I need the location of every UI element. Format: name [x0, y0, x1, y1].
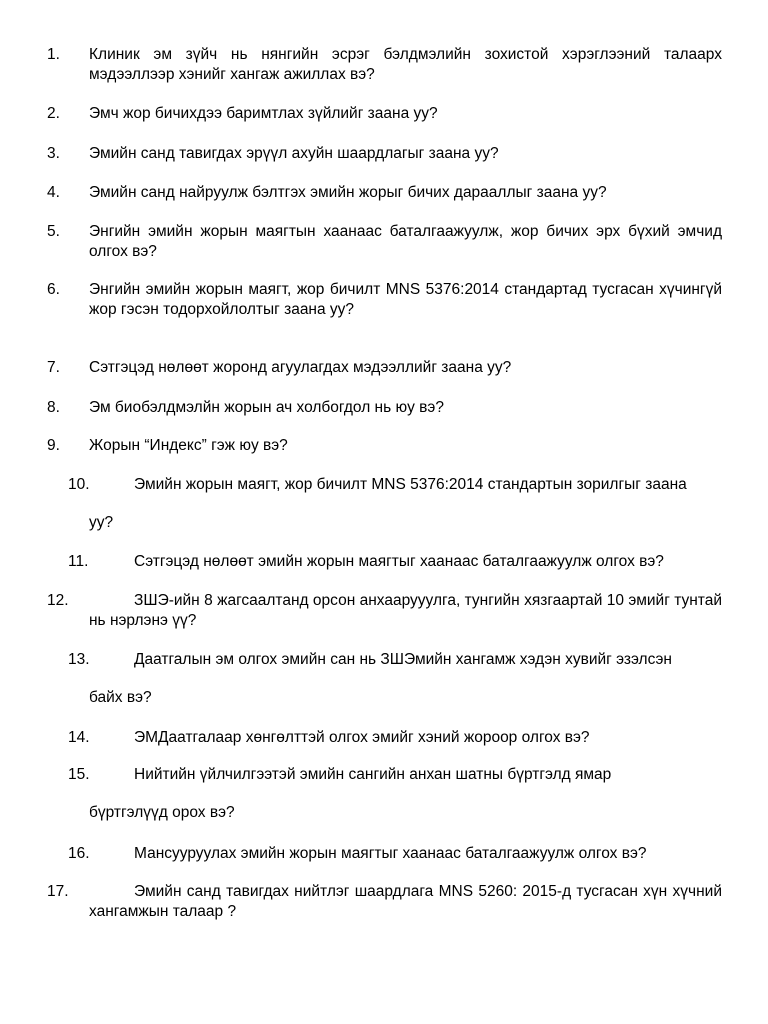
question-text: Сэтгэцэд нөлөөт эмийн жорын маягтыг хаанаас баталгаажуулж олгох вэ? [134, 553, 664, 570]
question-text: Энгийн эмийн жорын маягт, жор бичилт MNS 5376:2014 стандартад тусгасан хүчингүй жор гэсэн тодорхойлолтыг заана уу? [89, 281, 722, 318]
question-number: 1. [47, 46, 60, 63]
question-13 [68, 641, 722, 717]
question-14 [68, 728, 722, 748]
question-1 [47, 45, 722, 84]
question-text: Эмийн санд тавигдах нийтлэг шаардлага MNS 5260: 2015-д тусгасан хүн хүчний хангамжын талаар ? [89, 883, 722, 920]
question-number: 13. [68, 651, 90, 668]
question-7 [47, 358, 722, 378]
question-number: 6. [47, 281, 60, 298]
question-text: Мансууруулах эмийн жорын маягтыг хаанаас баталгаажуулж олгох вэ? [134, 845, 647, 862]
question-number: 15. [68, 766, 90, 783]
question-15 [68, 756, 722, 832]
question-16 [68, 844, 722, 864]
question-number: 11. [68, 553, 89, 570]
question-text: Эмийн санд найруулж бэлтгэх эмийн жорыг бичих дарааллыг заана уу? [89, 184, 607, 201]
question-text: Эмийн жорын маягт, жор бичилт MNS 5376:2014 стандартын зорилгыг заана [134, 476, 687, 493]
question-text-continuation: бүртгэлүүд орох вэ? [89, 804, 235, 821]
question-text: Клиник эм зүйч нь нянгийн эсрэг бэлдмэлийн зохистой хэрэглээний талаарх мэдээллээр хэнийг хангаж ажиллах вэ? [89, 46, 722, 83]
question-text: Энгийн эмийн жорын маягтын хаанаас баталгаажуулж, жор бичих эрх бүхий эмчид олгох вэ? [89, 223, 722, 260]
question-number: 9. [47, 437, 60, 454]
question-number: 2. [47, 105, 60, 122]
question-text: Эмийн санд тавигдах эрүүл ахуйн шаардлагыг заана уу? [89, 145, 499, 162]
question-text: Эм биобэлдмэлйн жорын ач холбогдол нь юу вэ? [89, 399, 444, 416]
question-number: 4. [47, 184, 60, 201]
question-4 [47, 183, 722, 203]
question-2 [47, 104, 722, 124]
question-number: 7. [47, 359, 60, 376]
question-8 [47, 398, 722, 418]
question-10 [68, 466, 722, 542]
question-number: 16. [68, 845, 90, 862]
question-text-continuation: байх вэ? [89, 689, 152, 706]
question-text: Даатгалын эм олгох эмийн сан нь ЗШЭмийн хангамж хэдэн хувийг эзэлсэн [134, 651, 672, 668]
question-text: Сэтгэцэд нөлөөт жоронд агуулагдах мэдээллийг заана уу? [89, 359, 512, 376]
question-number: 3. [47, 145, 60, 162]
question-number: 14. [68, 729, 90, 746]
question-5 [47, 222, 722, 261]
question-17 [47, 882, 722, 921]
question-6 [47, 280, 722, 319]
question-9 [47, 436, 722, 456]
question-number: 10. [68, 476, 90, 493]
question-text: Жорын “Индекс” гэж юу вэ? [89, 437, 288, 454]
question-12 [47, 591, 722, 630]
question-number: 12. [47, 592, 69, 609]
question-text: ЗШЭ-ийн 8 жагсаалтанд орсон анхаарууулга, тунгийн хязгаартай 10 эмийг тунтай нь нэрлэнэ үү? [89, 592, 722, 629]
question-11 [68, 552, 722, 572]
question-3 [47, 144, 722, 164]
question-number: 8. [47, 399, 60, 416]
question-text-continuation: уу? [89, 514, 114, 531]
question-text: Эмч жор бичихдээ баримтлах зүйлийг заана уу? [89, 105, 438, 122]
question-text: ЭМДаатгалаар хөнгөлттэй олгох эмийг хэний жороор олгох вэ? [134, 729, 590, 746]
question-text: Нийтийн үйлчилгээтэй эмийн сангийн анхан шатны бүртгэлд ямар [134, 766, 612, 783]
question-number: 17. [47, 883, 69, 900]
question-number: 5. [47, 223, 60, 240]
